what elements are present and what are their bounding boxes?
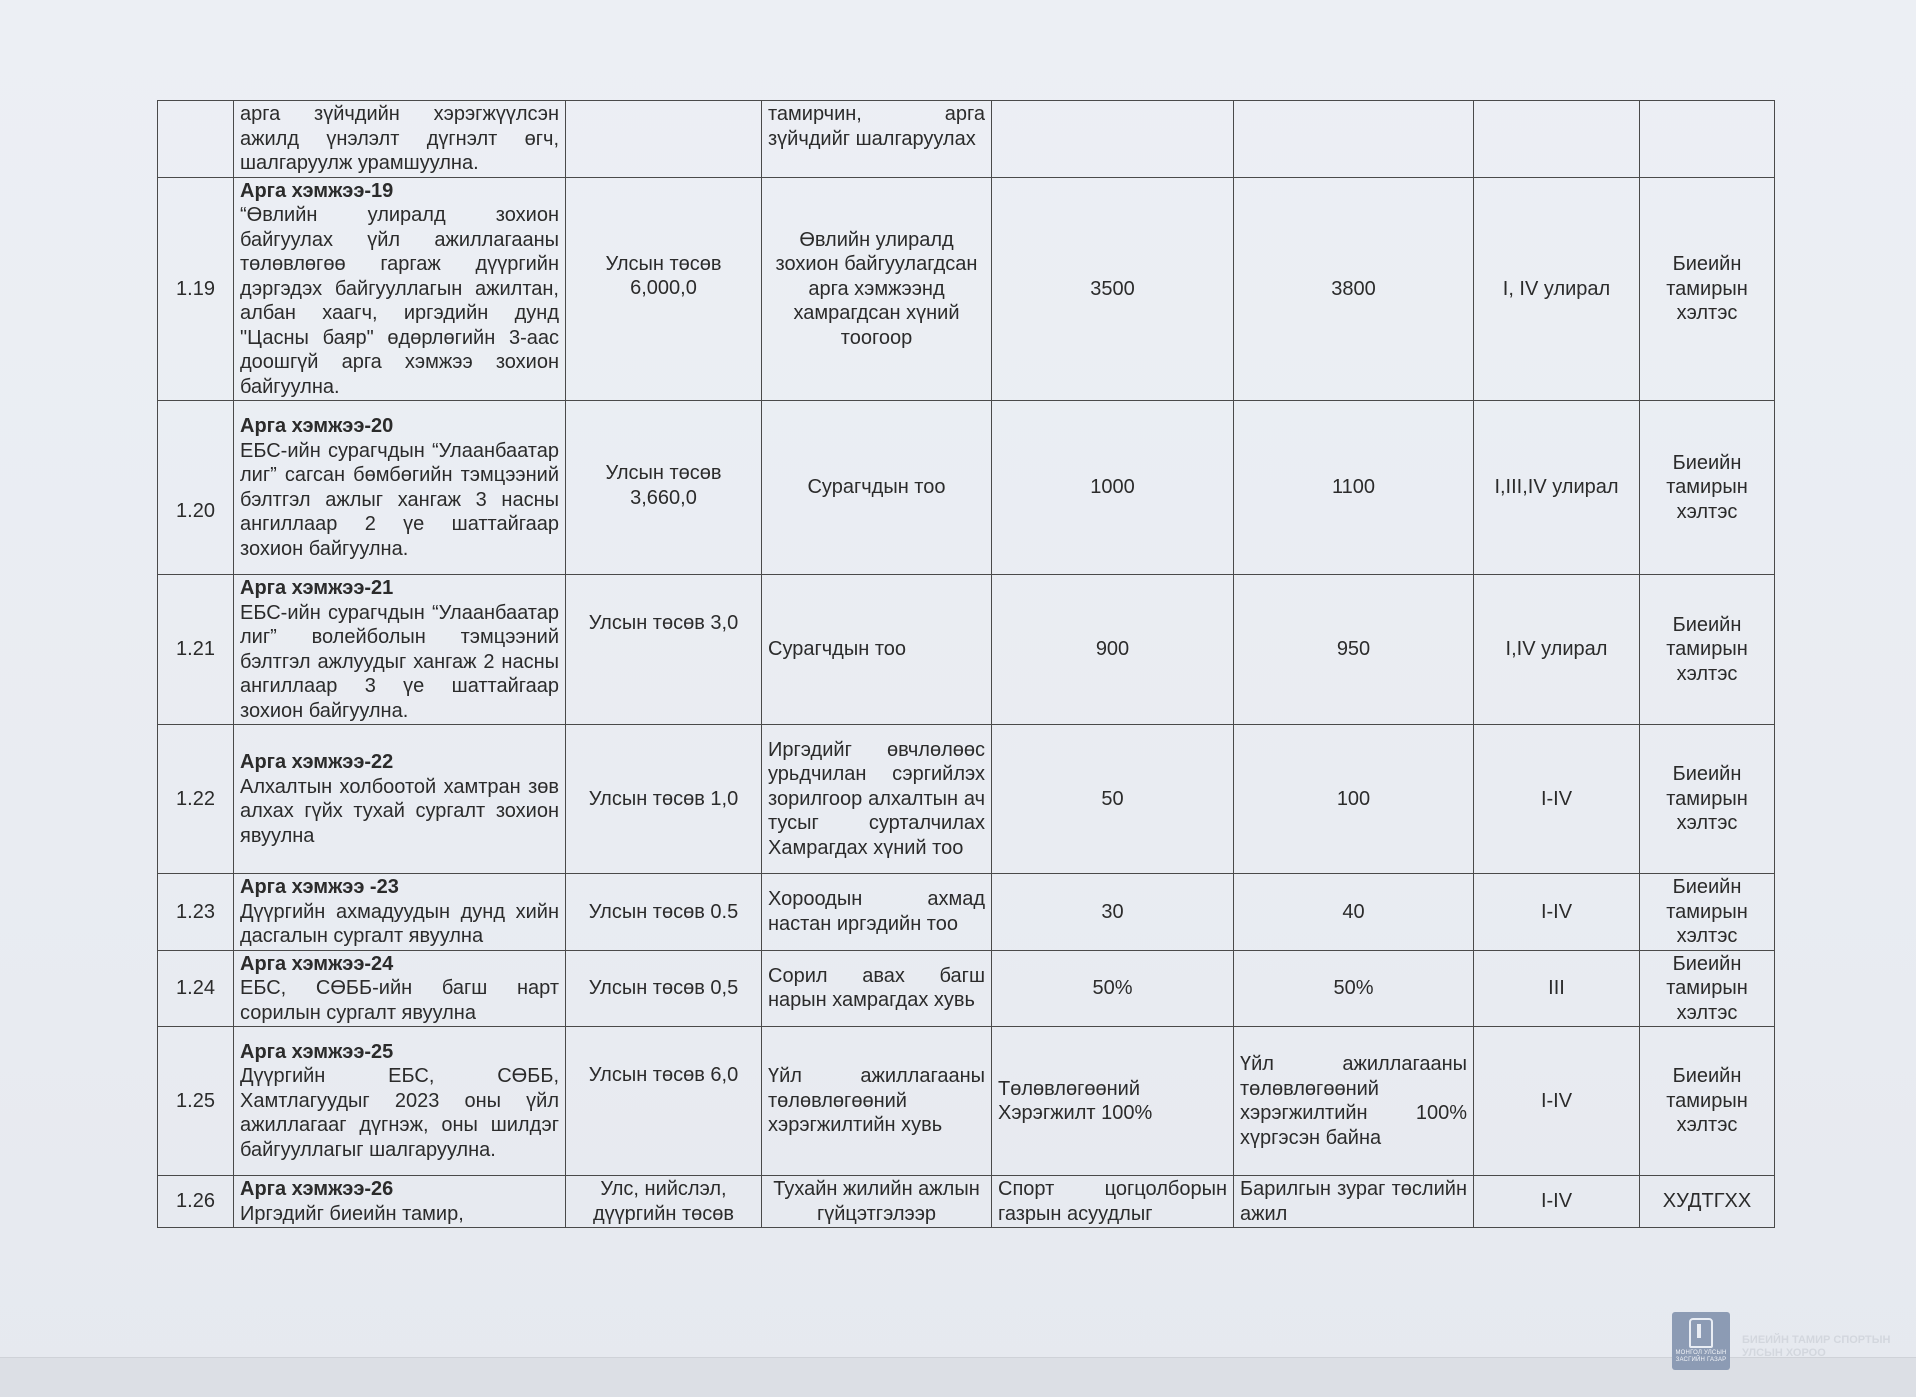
- activity-title: Арга хэмжээ -23: [240, 876, 399, 898]
- target-cell: 950: [1234, 575, 1474, 725]
- agency-watermark: БИЕИЙН ТАМИР СПОРТЫН УЛСЫН ХОРОО: [1742, 1334, 1891, 1359]
- table-row: [158, 101, 1775, 178]
- indicator-cell: тамирчин, арга зүйчдийг шалгаруулах: [762, 101, 992, 178]
- responsible-cell: Биеийн тамирын хэлтэс: [1640, 950, 1775, 1027]
- responsible-cell: Биеийн тамирын хэлтэс: [1640, 874, 1775, 951]
- budget-cell: Улсын төсөв 3,0: [566, 575, 762, 725]
- row-number: 1.26: [158, 1176, 234, 1228]
- baseline-cell: Спорт цогцолборын газрын асуудлыг: [992, 1176, 1234, 1228]
- table-body: [158, 101, 1775, 1228]
- baseline-cell: 900: [992, 575, 1234, 725]
- period-cell: I,IV улирал: [1474, 575, 1640, 725]
- activity-description: Дүүргийн ЕБС, СӨББ, Хамтлагуудыг 2023 оны үйл ажиллагааг дүгнэж, оны шилдэг байгууллагыг шалгаруулна.: [240, 1065, 559, 1161]
- period-cell: I,III,IV улирал: [1474, 401, 1640, 575]
- period-cell: I-IV: [1474, 1176, 1640, 1228]
- activity-description: Дүүргийн ахмадуудын дунд хийн дасгалын сургалт явуулна: [240, 900, 559, 947]
- table-row: [158, 1027, 1775, 1176]
- budget-cell: Улсын төсөв 3,660,0: [566, 401, 762, 575]
- budget-cell: Улсын төсөв 1,0: [566, 725, 762, 874]
- activity-cell: [234, 575, 566, 725]
- period-cell: [1474, 101, 1640, 178]
- period-cell: I-IV: [1474, 1027, 1640, 1176]
- activity-description: ЕБС-ийн сурагчдын “Улаанбаатар лиг” сагсан бөмбөгийн тэмцээний бэлтгэл ажлыг хангаж 3 насны ангиллаар 2 үе шаттайгаар зохион байгуулна.: [240, 439, 559, 560]
- baseline-cell: 50%: [992, 950, 1234, 1027]
- period-cell: III: [1474, 950, 1640, 1027]
- row-number: 1.21: [158, 575, 234, 725]
- baseline-cell: [992, 101, 1234, 178]
- row-number: 1.25: [158, 1027, 234, 1176]
- table-row: [158, 177, 1775, 401]
- activity-description: “Өвлийн улиралд зохион байгуулах үйл ажиллагааны төлөвлөгөө гаргаж дүүргийн дэргэдэх байгууллагын ажилтан, албан хаагч, иргэдийн дунд "Цасны баяр" өдөрлөгийн 3-аас доошгүй арга хэмжээ зохион байгуулна.: [240, 204, 559, 398]
- indicator-cell: Өвлийн улиралд зохион байгуулагдсан арга хэмжээнд хамрагдсан хүний тоогоор: [762, 177, 992, 401]
- activity-description: Алхалтын холбоотой хамтран зөв алхах гүйх тухай сургалт зохион явуулна: [240, 775, 559, 847]
- baseline-cell: 3500: [992, 177, 1234, 401]
- row-number: [158, 101, 234, 178]
- period-cell: I, IV улирал: [1474, 177, 1640, 401]
- budget-cell: Улс, нийслэл, дүүргийн төсөв: [566, 1176, 762, 1228]
- baseline-cell: 50: [992, 725, 1234, 874]
- period-cell: I-IV: [1474, 874, 1640, 951]
- indicator-cell: Тухайн жилийн ажлын гүйцэтгэлээр: [762, 1176, 992, 1228]
- budget-cell: Улсын төсөв 0.5: [566, 874, 762, 951]
- government-stamp: [1672, 1312, 1730, 1370]
- table-row: [158, 1176, 1775, 1228]
- activity-description: арга зүйчдийн хэрэгжүүлсэн ажилд үнэлэлт дүгнэлт өгч, шалгаруулж урамшуулна.: [240, 103, 559, 174]
- responsible-cell: Биеийн тамирын хэлтэс: [1640, 401, 1775, 575]
- activity-title: Арга хэмжээ-24: [240, 952, 394, 975]
- activity-title: Арга хэмжээ-22: [240, 751, 394, 773]
- budget-cell: Улсын төсөв 6,000,0: [566, 177, 762, 401]
- budget-cell: Улсын төсөв 6,0: [566, 1027, 762, 1176]
- activity-cell: [234, 101, 566, 178]
- table-row: [158, 575, 1775, 725]
- period-cell: I-IV: [1474, 725, 1640, 874]
- indicator-cell: Үйл ажиллагааны төлөвлөгөөний хэрэгжилтийн хувь: [762, 1027, 992, 1176]
- responsible-cell: Биеийн тамирын хэлтэс: [1640, 575, 1775, 725]
- target-cell: 100: [1234, 725, 1474, 874]
- activity-title: Арга хэмжээ-20: [240, 415, 394, 437]
- activity-cell: [234, 1027, 566, 1176]
- activity-title: Арга хэмжээ-25: [240, 1040, 394, 1063]
- target-cell: [1234, 101, 1474, 178]
- activity-title: Арга хэмжээ-21: [240, 577, 394, 599]
- indicator-cell: Сурагчдын тоо: [762, 575, 992, 725]
- activity-title: Арга хэмжээ-19: [240, 179, 394, 202]
- table-row: [158, 401, 1775, 575]
- target-cell: 40: [1234, 874, 1474, 951]
- activity-cell: [234, 1176, 566, 1228]
- stamp-caption: МОНГОЛ УЛСЫН ЗАСГИЙН ГАЗАР: [1675, 1350, 1727, 1363]
- target-cell: Барилгын зураг төслийн ажил: [1234, 1176, 1474, 1228]
- activity-cell: [234, 725, 566, 874]
- indicator-cell: Сурагчдын тоо: [762, 401, 992, 575]
- activity-cell: [234, 177, 566, 401]
- target-cell: 3800: [1234, 177, 1474, 401]
- table-row: [158, 874, 1775, 951]
- table-row: [158, 725, 1775, 874]
- activity-title: Арга хэмжээ-26: [240, 1178, 394, 1200]
- responsible-cell: Биеийн тамирын хэлтэс: [1640, 725, 1775, 874]
- indicator-cell: Иргэдийг өвчлөлөөс урьдчилан сэргийлэх зорилгоор алхалтын ач тусыг сурталчилах Хамрагдах хүний тоо: [762, 725, 992, 874]
- budget-cell: [566, 101, 762, 178]
- target-cell: Үйл ажиллагааны төлөвлөгөөний хэрэгжилтийн 100% хүргэсэн байна: [1234, 1027, 1474, 1176]
- table-row: [158, 950, 1775, 1027]
- activity-cell: [234, 401, 566, 575]
- state-emblem-icon: [1689, 1318, 1713, 1348]
- indicator-cell: Сорил авах багш нарын хамрагдах хувь: [762, 950, 992, 1027]
- row-number: 1.24: [158, 950, 234, 1027]
- indicator-cell: Хороодын ахмад настан иргэдийн тоо: [762, 874, 992, 951]
- row-number: 1.23: [158, 874, 234, 951]
- scanner-bottom-edge: [0, 1357, 1916, 1397]
- action-plan-table: [157, 100, 1775, 1228]
- responsible-cell: ХУДТГХХ: [1640, 1176, 1775, 1228]
- activity-description: Иргэдийг биеийн тамир,: [240, 1202, 464, 1225]
- target-cell: 50%: [1234, 950, 1474, 1027]
- row-number: 1.20: [158, 401, 234, 575]
- activity-description: ЕБС, СӨББ-ийн багш нарт сорилын сургалт явуулна: [240, 977, 559, 1024]
- budget-cell: Улсын төсөв 0,5: [566, 950, 762, 1027]
- responsible-cell: Биеийн тамирын хэлтэс: [1640, 1027, 1775, 1176]
- baseline-cell: Төлөвлөгөөний Хэрэгжилт 100%: [992, 1027, 1234, 1176]
- baseline-cell: 1000: [992, 401, 1234, 575]
- target-cell: 1100: [1234, 401, 1474, 575]
- responsible-cell: Биеийн тамирын хэлтэс: [1640, 177, 1775, 401]
- responsible-cell: [1640, 101, 1775, 178]
- activity-cell: [234, 874, 566, 951]
- baseline-cell: 30: [992, 874, 1234, 951]
- row-number: 1.19: [158, 177, 234, 401]
- activity-description: ЕБС-ийн сурагчдын “Улаанбаатар лиг” волейболын тэмцээний бэлтгэл ажлуудыг хангаж 2 насны ангиллаар 3 үе шаттайгаар зохион байгуулна.: [240, 601, 559, 722]
- row-number: 1.22: [158, 725, 234, 874]
- activity-cell: [234, 950, 566, 1027]
